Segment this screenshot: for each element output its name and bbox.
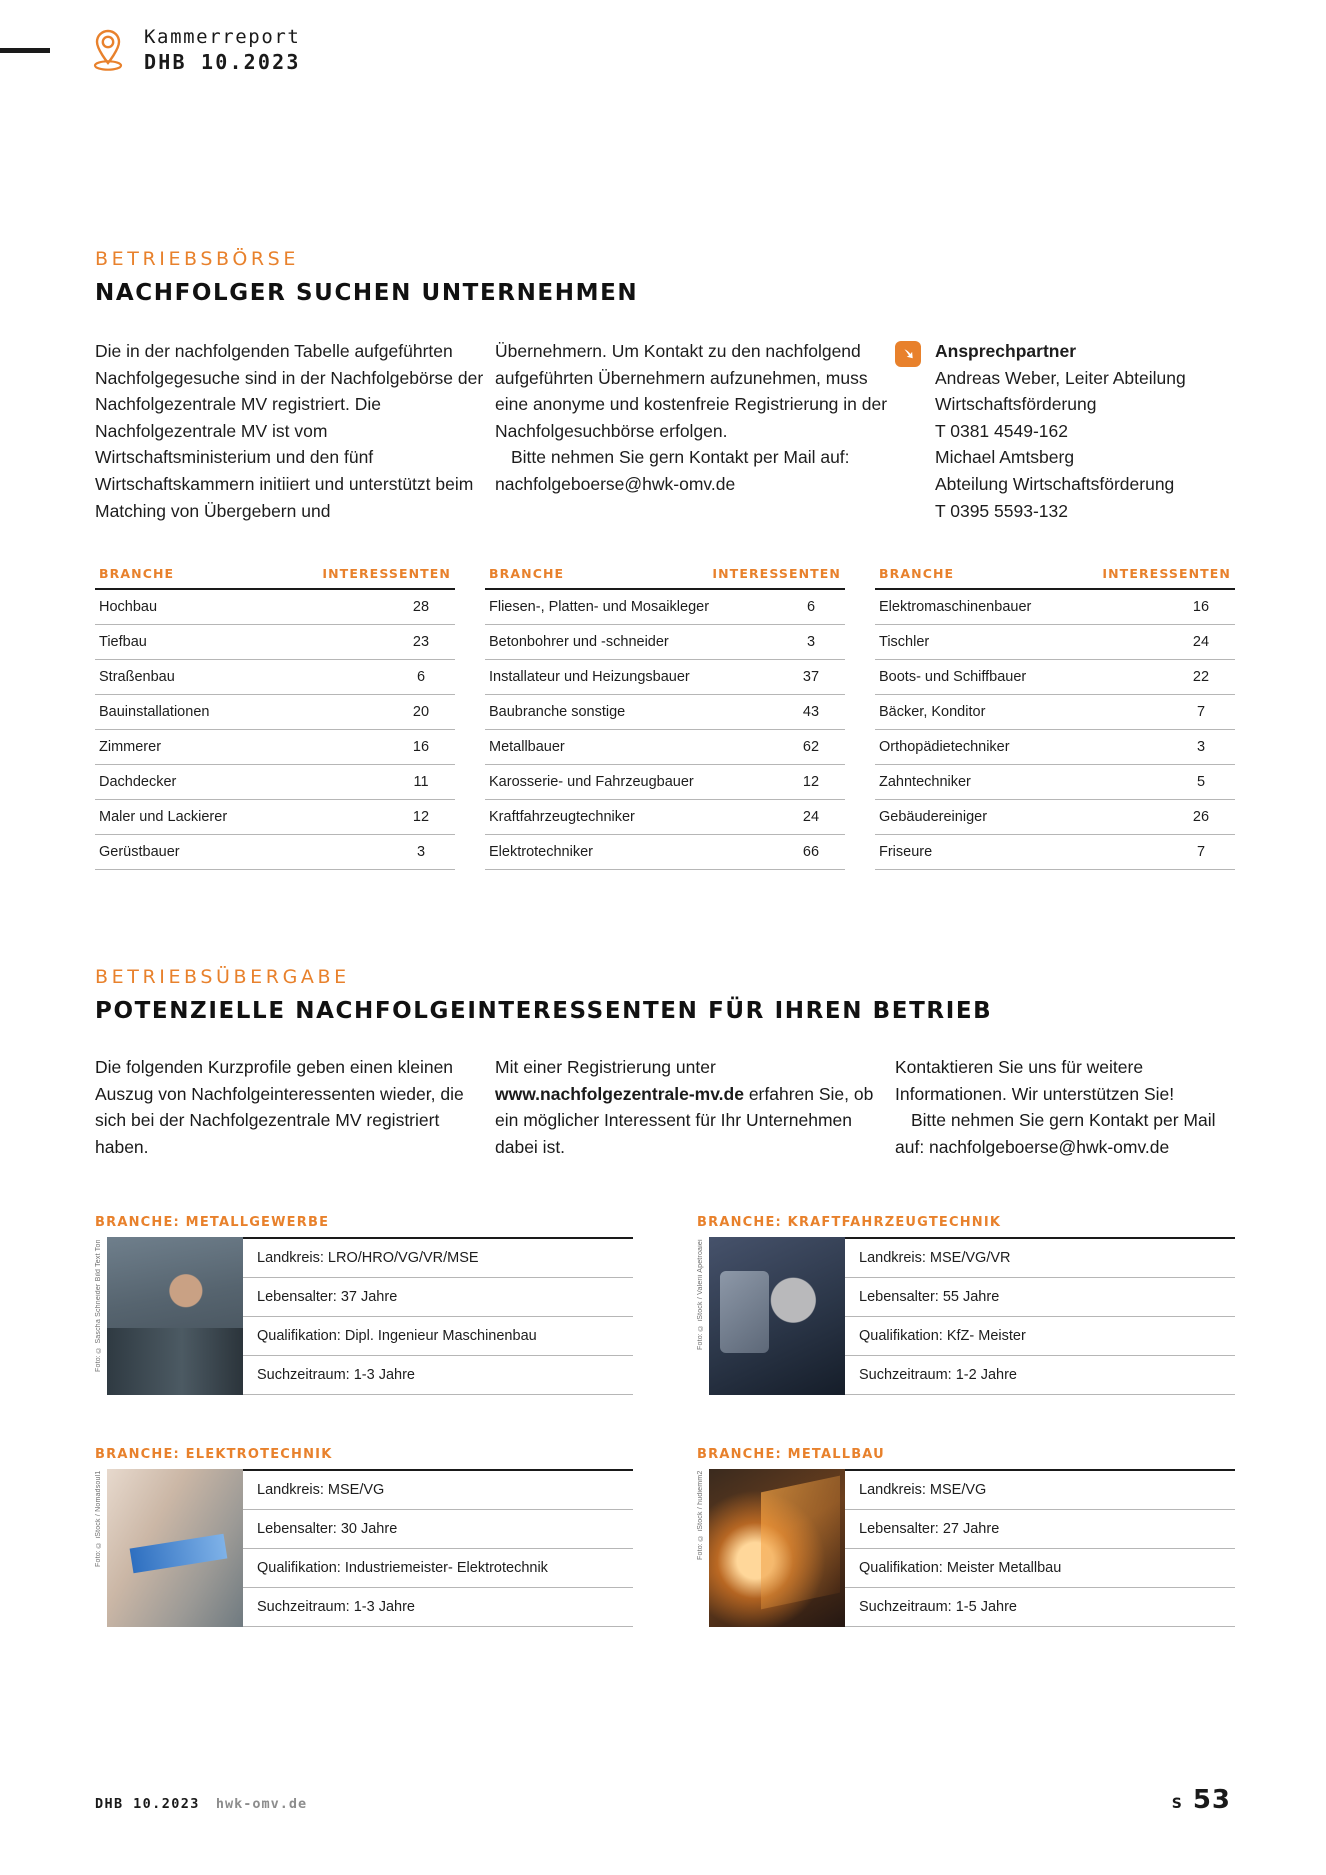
intro-col2-p2: Bitte nehmen Sie gern Kontakt per Mail auf: nachfolgeboerse@hwk-omv.de: [495, 447, 850, 494]
card-detail-row: Qualifikation: Dipl. Ingenieur Maschinenbau: [243, 1317, 633, 1356]
card-branche-label: BRANCHE: METALLBAU: [697, 1446, 885, 1462]
section2-headline: POTENZIELLE NACHFOLGEINTERESSENTEN FÜR IHREN BETRIEB: [95, 998, 993, 1025]
cell-interessenten: 3: [1196, 739, 1206, 756]
table-row: [95, 730, 455, 765]
card-detail-rows: [845, 1237, 1235, 1395]
table-body: [95, 588, 455, 870]
section2-col3-p2: Bitte nehmen Sie gern Kontakt per Mail auf: nachfolgeboerse@hwk-omv.de: [895, 1110, 1216, 1157]
cell-interessenten: 7: [1196, 844, 1206, 861]
cell-interessenten: 23: [412, 634, 430, 651]
photo-credit: Foto: © iStock / Nomadsoul1: [95, 1470, 102, 1567]
section-betriebsuebergabe: [95, 966, 1235, 1678]
cell-interessenten: 3: [416, 844, 426, 861]
column-header-branche: BRANCHE: [489, 566, 565, 582]
table-header-row: [485, 566, 845, 588]
section2-col2-text: [495, 1054, 895, 1160]
contact-block: [935, 338, 1186, 524]
section2-col2-pre: Mit einer Registrierung unter: [495, 1057, 716, 1078]
table-row: [875, 660, 1235, 695]
table-row: [485, 695, 845, 730]
section2-column-1: [95, 1054, 495, 1160]
cell-branche: Baubranche sonstige: [489, 704, 626, 721]
cell-branche: Metallbauer: [489, 739, 565, 756]
table-header-row: [95, 566, 455, 588]
card-detail-row: Qualifikation: Meister Metallbau: [845, 1549, 1235, 1588]
cell-interessenten: 7: [1196, 704, 1206, 721]
section1-kicker: BETRIEBSBÖRSE: [95, 248, 299, 270]
cell-interessenten: 66: [802, 844, 820, 861]
cell-interessenten: 16: [412, 739, 430, 756]
cell-branche: Boots- und Schiffbauer: [879, 669, 1027, 686]
interessenten-table: [95, 566, 1235, 870]
table-row: [875, 765, 1235, 800]
masthead-kicker: Kammerreport: [144, 26, 301, 48]
section1-headline: NACHFOLGER SUCHEN UNTERNEHMEN: [95, 280, 639, 306]
cell-interessenten: 12: [802, 774, 820, 791]
profile-cards: [95, 1215, 1235, 1679]
section2-column-2: [495, 1054, 895, 1160]
cell-interessenten: 62: [802, 739, 820, 756]
cell-branche: Fliesen-, Platten- und Mosaikleger: [489, 599, 710, 616]
column-header-interessenten: INTERESSENTEN: [712, 566, 841, 582]
intro-column-1: [95, 338, 495, 524]
card-body: [697, 1237, 1235, 1395]
cell-interessenten: 6: [806, 599, 816, 616]
card-detail-rows: [845, 1469, 1235, 1627]
table-row: [875, 800, 1235, 835]
page-footer: [95, 1785, 1231, 1815]
cell-interessenten: 22: [1192, 669, 1210, 686]
contact-line-3: T 0381 4549-162: [935, 420, 1068, 441]
card-detail-row: Suchzeitraum: 1-3 Jahre: [243, 1588, 633, 1627]
cell-branche: Hochbau: [99, 599, 158, 616]
card-detail-row: Suchzeitraum: 1-3 Jahre: [243, 1356, 633, 1395]
intro-column-2: [495, 338, 895, 524]
table-row: [95, 835, 455, 870]
table-row: [875, 625, 1235, 660]
table-row: [485, 800, 845, 835]
cell-interessenten: 28: [412, 599, 430, 616]
footer-left: [95, 1796, 307, 1812]
cell-branche: Tischler: [879, 634, 930, 651]
cell-interessenten: 20: [412, 704, 430, 721]
section1-intro: [95, 338, 1235, 524]
cell-branche: Dachdecker: [99, 774, 177, 791]
cell-branche: Zahntechniker: [879, 774, 971, 791]
cell-branche: Orthopädietechniker: [879, 739, 1010, 756]
card-detail-row: Qualifikation: KfZ- Meister: [845, 1317, 1235, 1356]
column-header-branche: BRANCHE: [99, 566, 175, 582]
card-detail-row: Lebensalter: 37 Jahre: [243, 1278, 633, 1317]
cell-branche: Elektromaschinenbauer: [879, 599, 1032, 616]
cell-branche: Gebäudereiniger: [879, 809, 988, 826]
cell-branche: Straßenbau: [99, 669, 175, 686]
photo-credit: Foto: © Sascha Schneider Bild Text Ton: [95, 1238, 102, 1372]
table-row: [95, 625, 455, 660]
column-header-interessenten: INTERESSENTEN: [322, 566, 451, 582]
card-branche-label: BRANCHE: METALLGEWERBE: [95, 1214, 330, 1230]
cell-interessenten: 6: [416, 669, 426, 686]
profile-card: [697, 1447, 1235, 1627]
card-detail-row: Landkreis: LRO/HRO/VG/VR/MSE: [243, 1239, 633, 1278]
cell-branche: Installateur und Heizungsbauer: [489, 669, 690, 686]
table-row: [485, 730, 845, 765]
cell-branche: Bäcker, Konditor: [879, 704, 986, 721]
cell-branche: Elektrotechniker: [489, 844, 593, 861]
section-betriebsboerse: [95, 248, 1235, 870]
table-row: [875, 730, 1235, 765]
cell-branche: Gerüstbauer: [99, 844, 180, 861]
contact-line-5: Abteilung Wirtschaftsförderung: [935, 473, 1175, 494]
card-detail-row: Qualifikation: Industriemeister- Elektrotechnik: [243, 1549, 633, 1588]
table-row: [875, 835, 1235, 870]
masthead-issue: DHB 10.2023: [144, 50, 301, 75]
card-body: [95, 1237, 633, 1395]
section2-col3-p1: Kontaktieren Sie uns für weitere Informationen. Wir unterstützen Sie!: [895, 1057, 1175, 1104]
card-branche-label: BRANCHE: KRAFTFAHRZEUGTECHNIK: [697, 1214, 1002, 1230]
card-detail-row: Landkreis: MSE/VG/VR: [845, 1239, 1235, 1278]
card-branche-label: BRANCHE: ELEKTROTECHNIK: [95, 1446, 333, 1462]
column-header-interessenten: INTERESSENTEN: [1102, 566, 1231, 582]
cell-interessenten: 11: [413, 774, 429, 791]
table-row: [485, 590, 845, 625]
card-detail-row: Landkreis: MSE/VG: [243, 1471, 633, 1510]
table-row: [875, 590, 1235, 625]
intro-col1-text: Die in der nachfolgenden Tabelle aufgeführten Nachfolgegesuche sind in der Nachfolgebörse der Nachfolgezentrale MV registriert. Die Nachfolgezentrale MV ist vom Wirtschaftsministerium und den fünf Wirtschaftskammern initiiert und unterstützt beim Matching von Übergebern und: [95, 341, 484, 521]
page-content: [95, 0, 1235, 1679]
table-column-2: [485, 566, 845, 870]
section2-column-3: [895, 1054, 1235, 1160]
table-row: [485, 765, 845, 800]
card-detail-row: Landkreis: MSE/VG: [845, 1471, 1235, 1510]
arrow-down-right-icon: [895, 341, 921, 367]
table-row: [485, 660, 845, 695]
intro-col2-p1: Übernehmern. Um Kontakt zu den nachfolgend aufgeführten Übernehmern aufzunehmen, muss eine anonyme und kostenfreie Registrierung in der Nachfolgesuchbörse erfolgen.: [495, 341, 888, 441]
cell-branche: Friseure: [879, 844, 933, 861]
section2-col2-post: erfahren Sie, ob ein möglicher Interessent für Ihr Unternehmen dabei ist.: [495, 1083, 874, 1157]
table-row: [95, 800, 455, 835]
profile-card: [95, 1447, 633, 1627]
cell-branche: Betonbohrer und -schneider: [489, 634, 669, 651]
cell-branche: Karosserie- und Fahrzeugbauer: [489, 774, 694, 791]
footer-right: [1172, 1785, 1231, 1815]
cell-branche: Maler und Lackierer: [99, 809, 228, 826]
contact-line-1: Andreas Weber, Leiter Abteilung: [935, 367, 1186, 388]
masthead-rule: [0, 48, 50, 53]
contact-line-4: Michael Amtsberg: [935, 447, 1075, 468]
profile-card: [697, 1215, 1235, 1395]
section2-kicker: BETRIEBSÜBERGABE: [95, 966, 350, 989]
section2-intro: [95, 1054, 1235, 1160]
table-row: [95, 765, 455, 800]
card-detail-row: Suchzeitraum: 1-5 Jahre: [845, 1588, 1235, 1627]
cell-branche: Zimmerer: [99, 739, 162, 756]
footer-issue: DHB 10.2023: [95, 1796, 200, 1812]
cell-interessenten: 16: [1192, 599, 1210, 616]
table-row: [485, 835, 845, 870]
card-detail-row: Lebensalter: 30 Jahre: [243, 1510, 633, 1549]
cell-interessenten: 3: [806, 634, 816, 651]
table-row: [875, 695, 1235, 730]
table-header-row: [875, 566, 1235, 588]
table-column-3: [875, 566, 1235, 870]
cell-branche: Kraftfahrzeugtechniker: [489, 809, 635, 826]
card-body: [95, 1469, 633, 1627]
cell-interessenten: 24: [802, 809, 820, 826]
photo-credit: Foto: © iStock / hudiemm2: [697, 1470, 704, 1560]
table-row: [485, 625, 845, 660]
profile-card: [95, 1215, 633, 1395]
table-body: [875, 588, 1235, 870]
nachfolgezentrale-url[interactable]: www.nachfolgezentrale-mv.de: [495, 1083, 744, 1104]
contact-line-2: Wirtschaftsförderung: [935, 394, 1097, 415]
intro-column-3: [895, 338, 1235, 524]
cell-interessenten: 24: [1192, 634, 1210, 651]
footer-page-number: 53: [1192, 1785, 1231, 1815]
card-detail-row: Suchzeitraum: 1-2 Jahre: [845, 1356, 1235, 1395]
card-detail-rows: [243, 1237, 633, 1395]
cell-interessenten: 5: [1196, 774, 1206, 791]
contact-title: Ansprechpartner: [935, 341, 1077, 361]
worker-metal-photo: [107, 1237, 243, 1395]
cell-branche: Tiefbau: [99, 634, 147, 651]
car-mechanic-photo: [709, 1237, 845, 1395]
photo-credit: Foto: © iStock / Valerii Apetroaiei: [697, 1238, 704, 1350]
cell-interessenten: 37: [802, 669, 820, 686]
card-detail-row: Lebensalter: 55 Jahre: [845, 1278, 1235, 1317]
cell-interessenten: 12: [412, 809, 430, 826]
cell-branche: Bauinstallationen: [99, 704, 210, 721]
table-column-1: [95, 566, 455, 870]
table-row: [95, 695, 455, 730]
table-row: [95, 660, 455, 695]
column-header-branche: BRANCHE: [879, 566, 955, 582]
electrician-wiring-photo: [107, 1469, 243, 1627]
footer-page-prefix: S: [1171, 1796, 1183, 1812]
metal-grinding-sparks-photo: [709, 1469, 845, 1627]
cell-interessenten: 43: [802, 704, 820, 721]
card-detail-row: Lebensalter: 27 Jahre: [845, 1510, 1235, 1549]
section2-col1-text: Die folgenden Kurzprofile geben einen kleinen Auszug von Nachfolgeinteressenten wieder, die sich bei der Nachfolgezentrale MV registriert haben.: [95, 1057, 464, 1157]
cell-interessenten: 26: [1192, 809, 1210, 826]
footer-site: hwk-omv.de: [215, 1796, 308, 1812]
table-body: [485, 588, 845, 870]
card-detail-rows: [243, 1469, 633, 1627]
contact-line-6: T 0395 5593-132: [935, 500, 1068, 521]
table-row: [95, 590, 455, 625]
card-body: [697, 1469, 1235, 1627]
